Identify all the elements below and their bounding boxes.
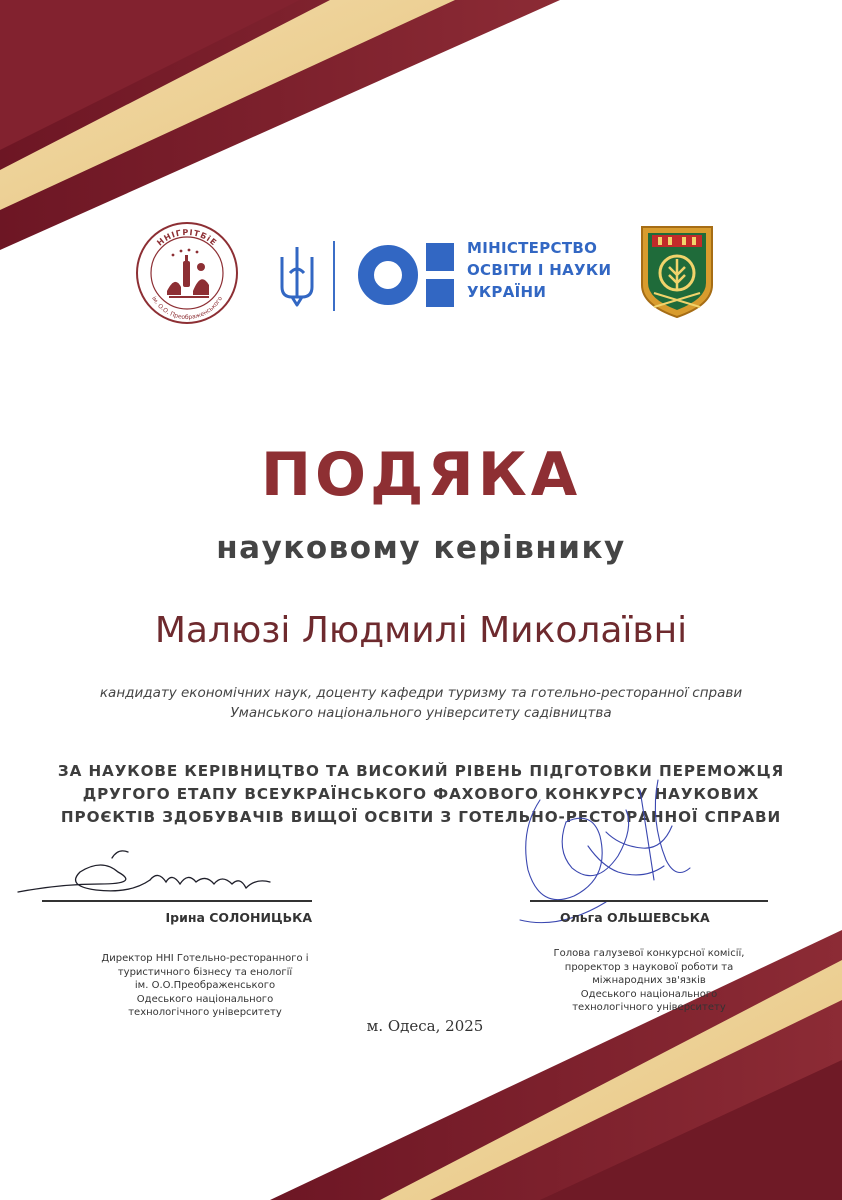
- right-role-line: Голова галузевої конкурсної комісії,: [553, 948, 745, 959]
- left-role-line: технологічного університету: [128, 1007, 282, 1018]
- institute-seal-logo: [135, 221, 239, 325]
- right-signature-line: [530, 900, 768, 902]
- reason-line-2: ДРУГОГО ЕТАПУ ВСЕУКРАЇНСЬКОГО ФАХОВОГО КОНКУРСУ НАУКОВИХ: [82, 785, 760, 803]
- right-role-line: проректор з наукової роботи та: [564, 961, 734, 973]
- right-signatory-name: Ольга ОЛЬШЕВСЬКА: [560, 910, 710, 925]
- coat-of-arms-trident-icon: [278, 243, 316, 309]
- ministry-line-2: ОСВІТИ І НАУКИ: [467, 261, 612, 279]
- left-role-line: туристичного бізнесу та енології: [117, 966, 293, 978]
- right-role-line: міжнародних зв'язків: [592, 975, 706, 986]
- left-signatory-role: [80, 952, 330, 1020]
- ministry-wordmark: [467, 237, 627, 303]
- left-signature-line: [42, 900, 312, 902]
- right-role-line: технологічного університету: [572, 1002, 726, 1013]
- left-role-line: Директор ННІ Готельно-ресторанного і: [101, 953, 309, 964]
- logos-row: [0, 215, 842, 325]
- left-role-line: ім. О.О.Преображенського: [134, 980, 276, 991]
- right-role-line: Одеського національного: [580, 988, 718, 1000]
- svg-text:ім. О.О. Преображенського: [150, 295, 224, 321]
- seal-ring-text-top: ННІГРІТБіЕ: [155, 227, 219, 248]
- ministry-mark-icon: [356, 241, 456, 309]
- position-line-1: кандидату економічних наук, доценту кафедри туризму та готельно-ресторанної справи: [99, 685, 743, 701]
- recipient-position: [20, 683, 822, 723]
- right-signatory-role: [520, 947, 778, 1015]
- award-reason: [20, 760, 822, 829]
- left-signatory-name: Ірина СОЛОНИЦЬКА: [165, 910, 312, 925]
- place-and-date: м. Одеса, 2025: [366, 1017, 484, 1035]
- certificate-title: ПОДЯКА: [260, 440, 582, 510]
- reason-line-1: ЗА НАУКОВЕ КЕРІВНИЦТВО ТА ВИСОКИЙ РІВЕНЬ ПІДГОТОВКИ ПЕРЕМОЖЦЯ: [57, 762, 785, 780]
- reason-line-3: ПРОЄКТІВ ЗДОБУВАЧІВ ВИЩОЇ ОСВІТИ З ГОТЕЛЬНО-РЕСТОРАННОЇ СПРАВИ: [60, 808, 782, 826]
- ministry-line-3: УКРАЇНИ: [467, 283, 547, 301]
- recipient-name: Малюзі Людмилі Миколаївні: [154, 610, 688, 651]
- left-role-line: Одеського національного: [136, 993, 274, 1005]
- ministry-line-1: МІНІСТЕРСТВО: [467, 239, 598, 257]
- certificate-subtitle: науковому керівнику: [216, 530, 626, 566]
- position-line-2: Уманського національного університету садівництва: [230, 705, 612, 721]
- university-shield-logo: [638, 223, 716, 319]
- seal-ring-text-bottom: ім. О.О. Преображенського: [149, 295, 225, 322]
- logo-divider: [333, 241, 335, 311]
